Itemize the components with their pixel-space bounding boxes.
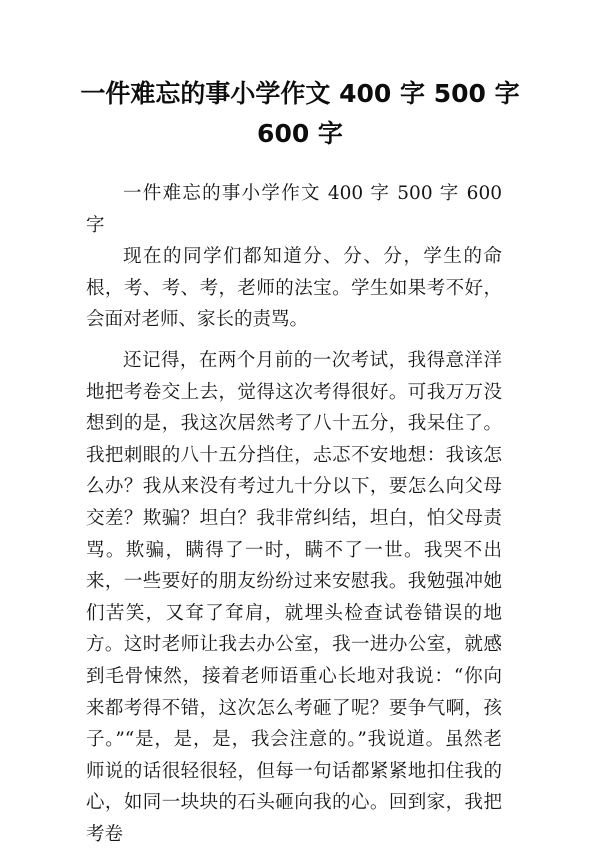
article-body xyxy=(86,178,502,850)
page-title: 一件难忘的事小学作文 400 字 500 字 600 字 xyxy=(80,79,520,148)
paragraph: 一件难忘的事小学作文 400 字 500 字 600 字 xyxy=(86,183,502,236)
paragraph: 还记得，在两个月前的一次考试，我得意洋洋地把考卷交上去，觉得这次考得很好。可我万万没想到的是，我这次居然考了八十五分，我呆住了。我把刺眼的八十五分挡住，忐忑不安地想：我该怎么办？我从来没有考过九十分以下，要怎么向父母交差？欺骗？坦白？我非常纠结，坦白，怕父母责骂。欺骗，瞒得了一时，瞒不了一世。我哭不出来，一些要好的朋友纷纷过来安慰我。我勉强冲她们苦笑，又耷了耷肩，就埋头检查试卷错误的地方。这时老师让我去办公室，我一进办公室，就感到毛骨悚然，接着老师语重心长地对我说：“你向来都考得不错，这次怎么考砸了呢？要争气啊，孩子。”“是，是，是，我会注意的。”我说道。虽然老师说的话很轻很轻，但每一句话都紧紧地扣住我的心，如同一块块的石头砸向我的心。回到家，我把考卷 xyxy=(86,349,502,845)
paragraph: 现在的同学们都知道分、分、分，学生的命根，考、考、考，老师的法宝。学生如果考不好，会面对老师、家长的责骂。 xyxy=(86,246,502,331)
